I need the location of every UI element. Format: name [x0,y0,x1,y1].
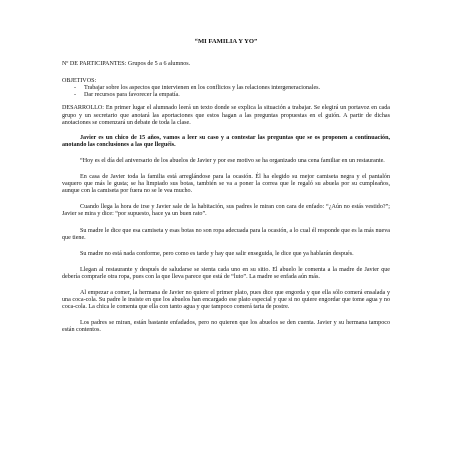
objective-text: Dar recursos para favorecer la empatía. [84,92,180,99]
objective-bullet: - [74,85,77,92]
story-paragraph: Los padres se miran, están bastante enfadados, pero no quieren que los abuelos se den cuenta. Javier y su hermana tampoco están contentos. [62,320,390,334]
objective-text: Trabajar sobre los aspectos que intervienen en los conflictos y las relaciones intergeneracionales. [84,85,321,92]
story-paragraph: En casa de Javier toda la familia está arreglándose para la ocasión. Él ha elegido su mejor camiseta negra y el pantalón vaquero que más le gusta; se ha limpiado sus botas, también se va a poner la correa que le regaló su abuela por su cumpleaños, aunque con la camiseta por fuera no se le vea mucho. [62,174,390,195]
development-section: DESARROLLO: En primer lugar el alumnado leerá un texto donde se explica la situación a trabajar. Se elegirá un portavoz en cada grupo y un secretario que anotará las aportaciones que estos hagan a las preguntas propuestas en el guión. A partir de dichas anotaciones se comenzará un debate de toda la clase. [62,105,390,126]
participants-line: Nº DE PARTICIPANTES: Grupos de 5 a 6 alumnos. [62,61,191,68]
objectives-list [62,85,390,99]
story-paragraph: Llegan al restaurante y después de saludarse se sienta cada uno en su sitio. El abuelo le comenta a la madre de Javier que debería comprarle otra ropa, pues con la que lleva parece que está de “luto”. La madre se enfada aún más. [62,266,390,280]
document-title: “MI FAMILIA Y YO” [194,38,258,45]
objectives-heading: OBJETIVOS: [62,78,97,85]
story-paragraph: “Hoy es el día del aniversario de los abuelos de Javier y por ese motivo se ha organizado una cena familiar en un restaurante. [80,157,385,164]
objective-item [62,92,390,99]
case-intro: Javier es un chico de 15 años, vamos a leer su caso y a contestar las preguntas que se os proponen a continuación, anotando las conclusiones a las que lleguéis. [62,134,390,148]
story-paragraph: Al empezar a comer, la hermana de Javier no quiere el primer plato, pues dice que engorda y que ella sólo comerá ensalada y una coca-cola. Su padre le insiste en que los abuelos han encargado ese plato especial y que si no quiere engordar que tome agua y no coca-cola. La chica le comenta que ella con tanto agua y que tampoco comerá tarta de postre. [62,289,390,311]
story-paragraph: Su madre le dice que esa camiseta y esas botas no son ropa adecuada para la ocasión, a lo cual él responde que es la más nueva que tiene. [62,227,390,241]
story-paragraph: Cuando llega la hora de irse y Javier sale de la habitación, sus padres le miran con cara de enfado: “¿Aún no estás vestido?”; Javier se mira y dice: “por supuesto, hace ya un buen rato”. [62,204,390,218]
story-paragraph: Su madre no está nada conforme, pero como es tarde y hay que salir enseguida, le dice que ya hablarán después. [80,250,354,257]
objective-bullet: - [74,92,77,99]
